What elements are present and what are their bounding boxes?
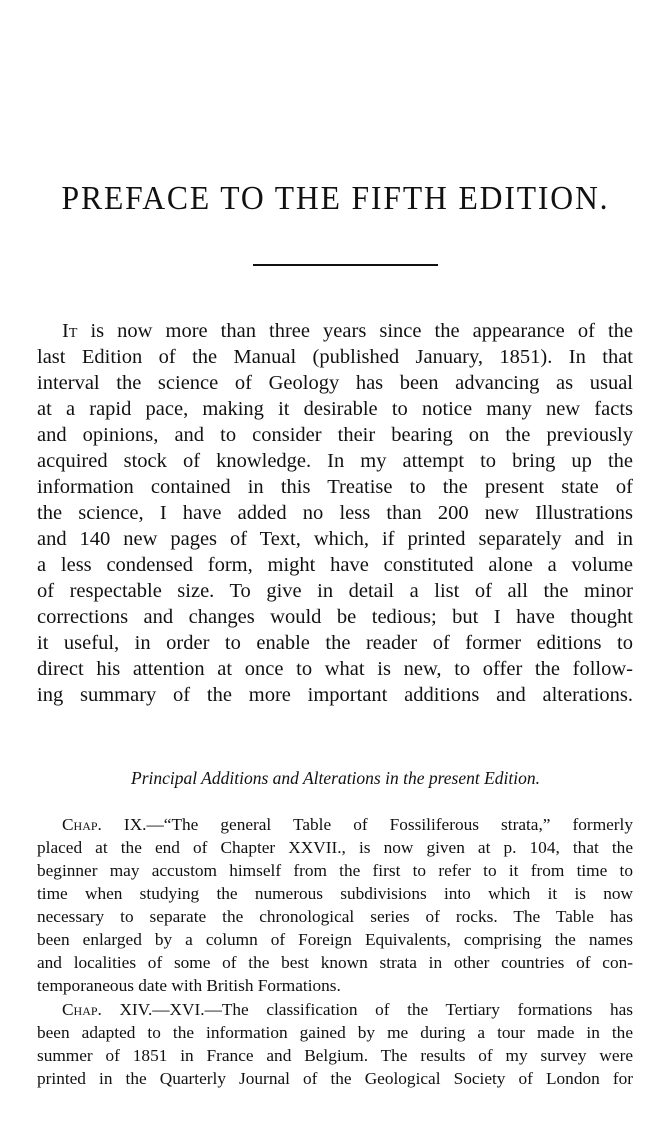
chap-xiv-text: XIV.—XVI.—The classification of the Tertiary formations has: [101, 1000, 633, 1019]
intro-line: [62, 320, 633, 343]
chap-ix-line: necessary to separate the chronological series of rocks. The Table has: [37, 907, 633, 926]
chap-ix-line: [62, 815, 633, 835]
intro-line: the science, I have added no less than 200 new Illustrations: [37, 502, 633, 524]
chap-xiv-line: [62, 1000, 633, 1020]
intro-line: direct his attention at once to what is new, to offer the follow-: [37, 658, 633, 680]
page-title: PREFACE TO THE FIFTH EDITION.: [61, 180, 610, 217]
intro-line: a less condensed form, might have constituted alone a volume: [37, 554, 633, 576]
intro-line: and 140 new pages of Text, which, if printed separately and in: [37, 528, 633, 550]
intro-line: corrections and changes would be tedious; but I have thought: [37, 606, 633, 628]
intro-line: information contained in this Treatise to the present state of: [37, 476, 633, 498]
title-divider: [253, 264, 438, 266]
intro-line: ing summary of the more important additions and alterations.: [37, 684, 633, 706]
section-heading: Principal Additions and Alterations in the present Edition.: [131, 768, 540, 788]
intro-line: it useful, in order to enable the reader of former editions to: [37, 632, 633, 654]
intro-line-text: is now more than three years since the appearance of the: [77, 320, 633, 342]
chap-ix-line: beginner may accustom himself from the first to refer to it from time to: [37, 861, 633, 880]
intro-line: of respectable size. To give in detail a list of all the minor: [37, 580, 633, 602]
chap-label: Chap.: [62, 815, 102, 834]
chap-xiv-line: summer of 1851 in France and Belgium. The results of my survey were: [37, 1046, 633, 1065]
intro-line: acquired stock of knowledge. In my attempt to bring up the: [37, 450, 633, 472]
chap-ix-line: placed at the end of Chapter XXVII., is now given at p. 104, that the: [37, 838, 633, 857]
intro-line: and opinions, and to consider their bearing on the previously: [37, 424, 633, 446]
chap-ix-line: and localities of some of the best known strata in other countries of con-: [37, 953, 633, 972]
intro-line: interval the science of Geology has been advancing as usual: [37, 372, 633, 394]
chap-xiv-line: printed in the Quarterly Journal of the Geological Society of London for: [37, 1069, 633, 1088]
chap-ix-line: temporaneous date with British Formations.: [37, 976, 341, 995]
chap-xiv-line: been adapted to the information gained by me during a tour made in the: [37, 1023, 633, 1042]
chap-ix-line: time when studying the numerous subdivisions into which it is now: [37, 884, 633, 903]
chap-ix-text: IX.—“The general Table of Fossiliferous strata,” formerly: [101, 815, 633, 834]
chap-label: Chap.: [62, 1000, 102, 1019]
chap-ix-line: been enlarged by a column of Foreign Equivalents, comprising the names: [37, 930, 633, 949]
intro-line: at a rapid pace, making it desirable to notice many new facts: [37, 398, 633, 420]
intro-line: last Edition of the Manual (published January, 1851). In that: [37, 346, 633, 368]
intro-lead: It: [62, 320, 78, 342]
